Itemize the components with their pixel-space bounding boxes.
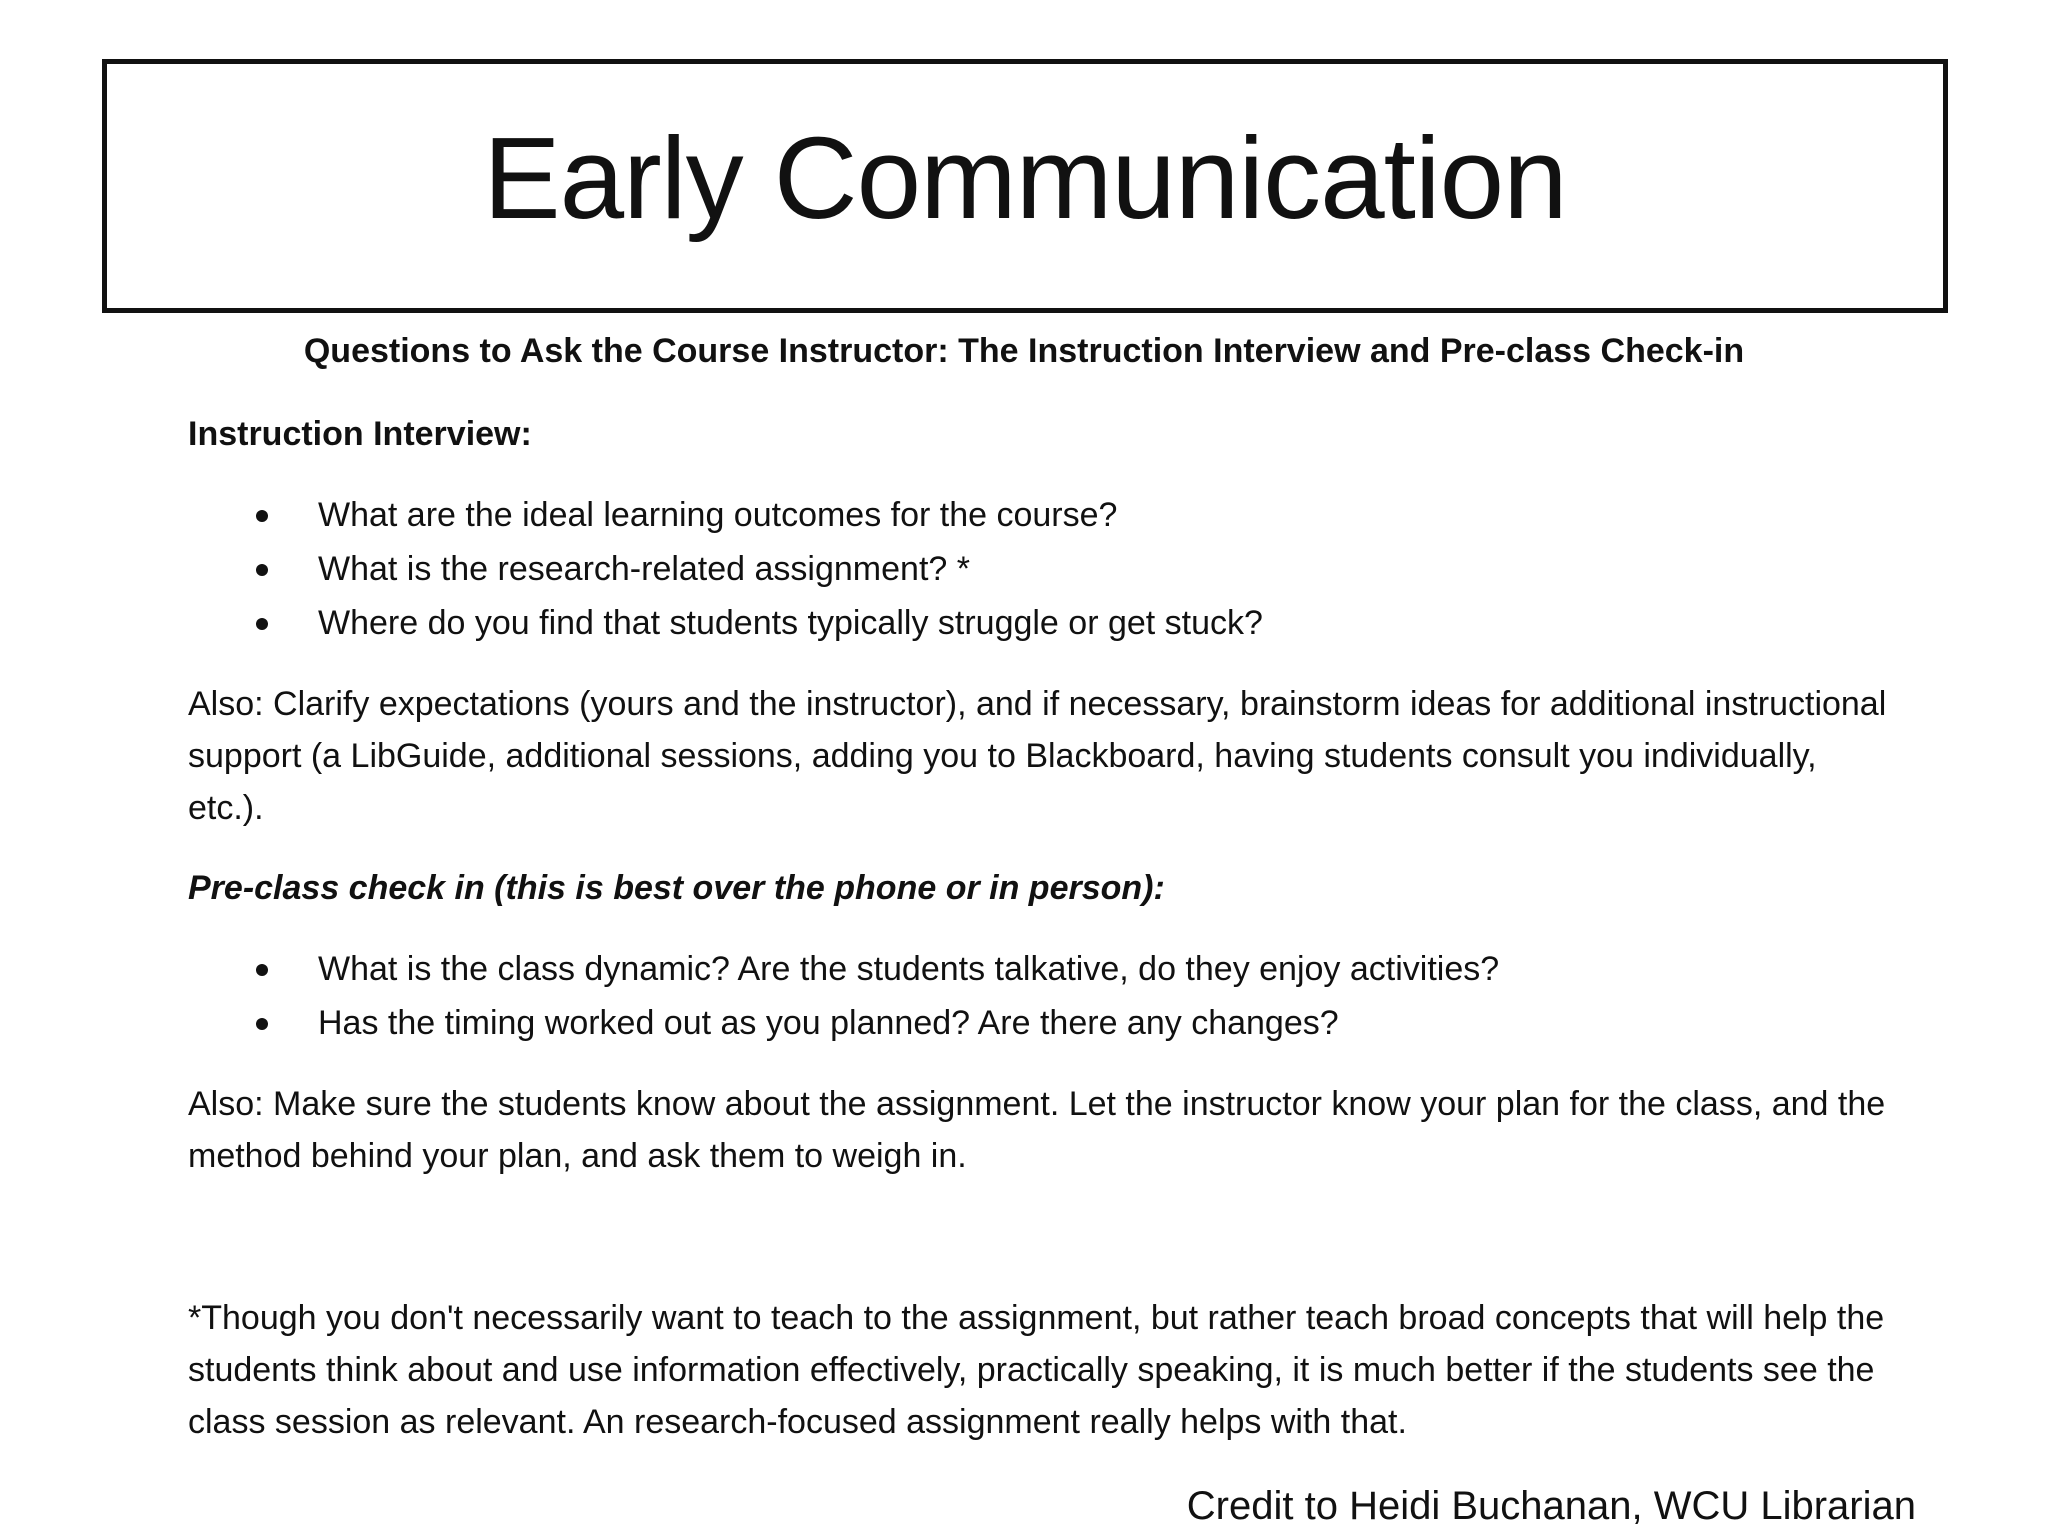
list-item-text: What is the research-related assignment? * bbox=[318, 550, 970, 588]
list-item bbox=[188, 996, 1888, 1050]
precheck-heading: Pre-class check in (this is best over the phone or in person): bbox=[188, 869, 1165, 907]
bullet-icon bbox=[256, 1018, 268, 1030]
list-item-text: Where do you find that students typically struggle or get stuck? bbox=[318, 604, 1263, 642]
list-item-text: Has the timing worked out as you planned? Are there any changes? bbox=[318, 1004, 1339, 1042]
interview-also-paragraph: Also: Clarify expectations (yours and the instructor), and if necessary, brainstorm ideas for additional instructional support (a LibGuide, additional sessions, adding you to Blackboard, having students consult you individually, etc.). bbox=[188, 685, 1887, 827]
interview-bullet-list bbox=[188, 488, 1888, 650]
bullet-icon bbox=[256, 564, 268, 576]
precheck-bullet-list bbox=[188, 942, 1888, 1050]
list-item-text: What is the class dynamic? Are the students talkative, do they enjoy activities? bbox=[318, 950, 1500, 988]
bullet-icon bbox=[256, 618, 268, 630]
main-content bbox=[188, 408, 1888, 1210]
title-box bbox=[102, 59, 1948, 313]
list-item-text: What are the ideal learning outcomes for the course? bbox=[318, 496, 1118, 534]
page-title: Early Communication bbox=[483, 113, 1567, 243]
interview-heading: Instruction Interview: bbox=[188, 415, 532, 453]
bullet-icon bbox=[256, 510, 268, 522]
list-item bbox=[188, 488, 1888, 542]
precheck-also-paragraph: Also: Make sure the students know about the assignment. Let the instructor know your plan for the class, and the method behind your plan, and ask them to weigh in. bbox=[188, 1085, 1886, 1175]
list-item bbox=[188, 596, 1888, 650]
bullet-icon bbox=[256, 964, 268, 976]
page-subtitle: Questions to Ask the Course Instructor: The Instruction Interview and Pre-class Check-in bbox=[303, 332, 1745, 370]
footnote: *Though you don't necessarily want to teach to the assignment, but rather teach broad concepts that will help the students think about and use information effectively, practically speaking, it is much better if the students see the class session as relevant. An research-focused assignment really helps with that. bbox=[188, 1299, 1885, 1441]
list-item bbox=[188, 542, 1888, 596]
list-item bbox=[188, 942, 1888, 996]
credit-line: Credit to Heidi Buchanan, WCU Librarian bbox=[1186, 1484, 1916, 1528]
